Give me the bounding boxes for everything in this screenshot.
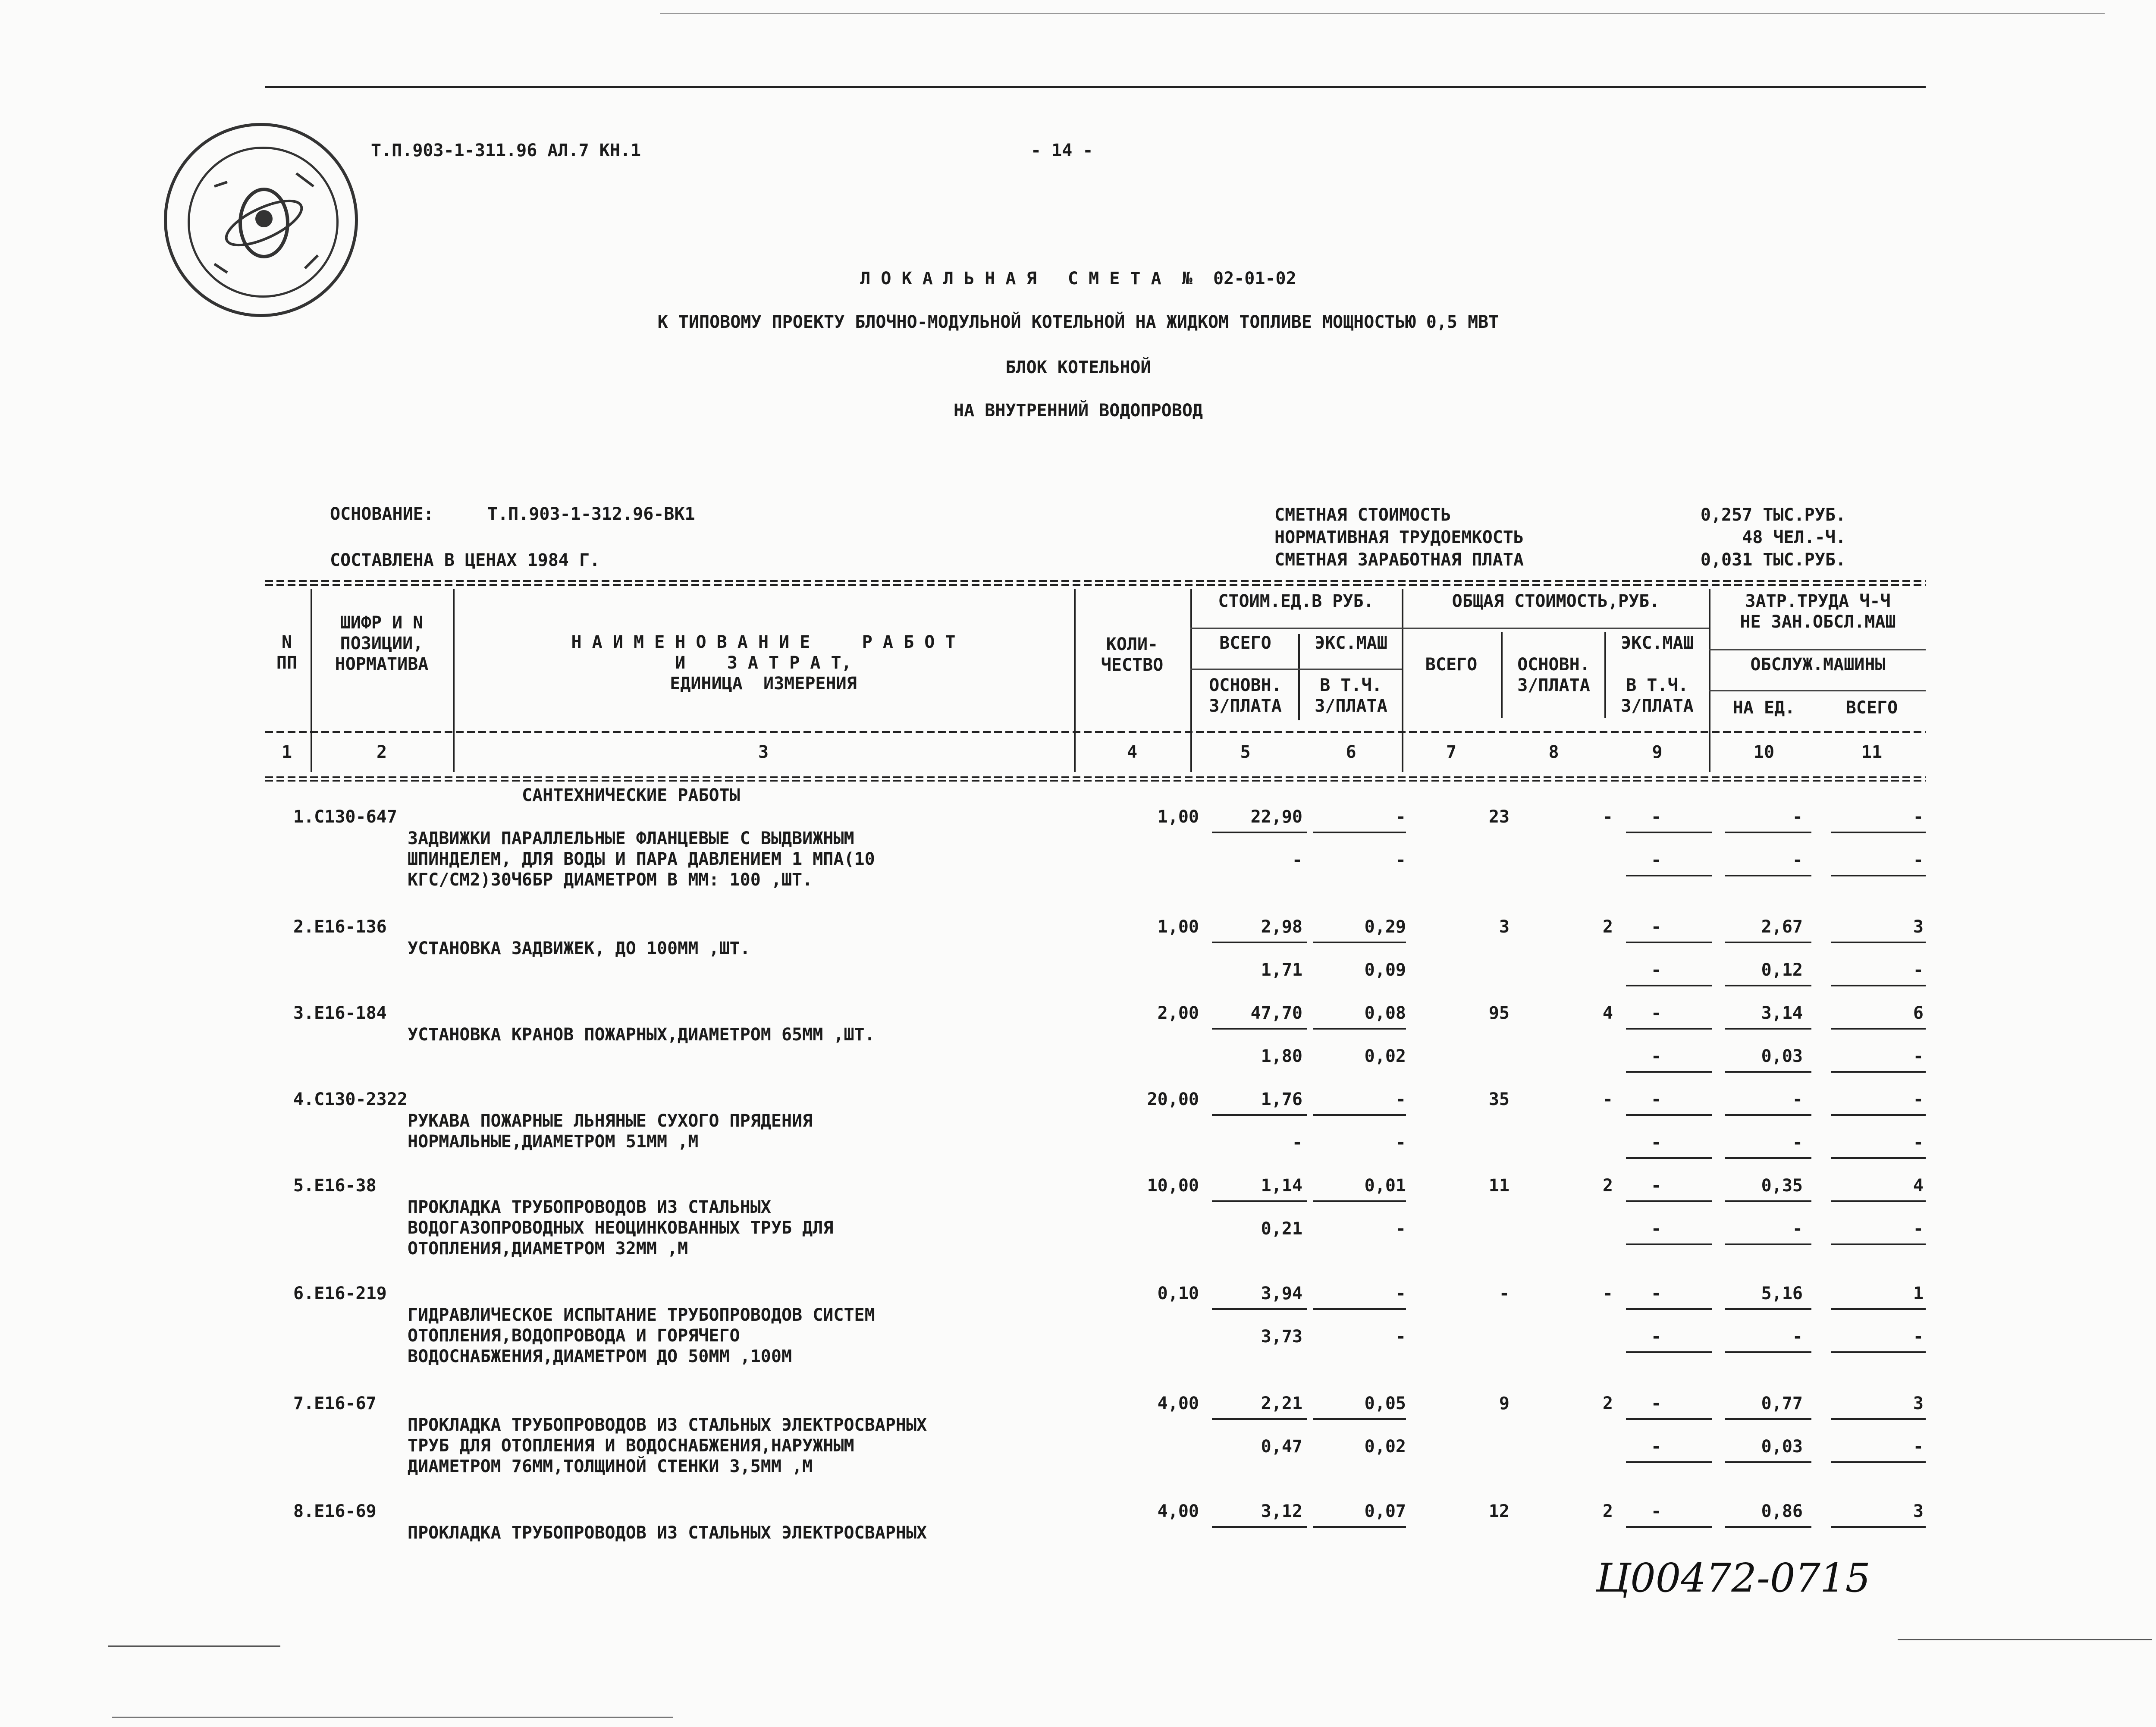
row-rule xyxy=(1212,1526,1307,1528)
numbers-bottom-rule xyxy=(265,776,1926,778)
row-rule xyxy=(1725,1028,1811,1030)
row-total-osnov: 2 xyxy=(1602,1176,1613,1196)
col-header-qty: КОЛИ- ЧЕСТВО xyxy=(1101,634,1164,675)
row-labor-total-2: - xyxy=(1913,850,1924,870)
row-rule xyxy=(1626,1308,1712,1310)
row-rule xyxy=(1313,1418,1406,1420)
row-rule xyxy=(1725,1461,1811,1463)
row-rule xyxy=(1313,1200,1406,1202)
row-rule xyxy=(1626,1526,1712,1528)
row-rule xyxy=(1212,832,1307,833)
row-labor-total: 4 xyxy=(1913,1176,1924,1196)
row-rule xyxy=(1831,1200,1926,1202)
row-unit-eks: 0,08 xyxy=(1364,1003,1406,1023)
col-header-total-vtch: В Т.Ч. З/ПЛАТА xyxy=(1621,675,1694,716)
row-unit-eks: 0,07 xyxy=(1364,1501,1406,1521)
handwritten-code: Ц00472-07 xyxy=(1596,1555,1821,1601)
vsep-9 xyxy=(1604,632,1606,718)
row-unit-osnov-zp: - xyxy=(1292,1133,1302,1152)
col-header-unit-osnov: ОСНОВН. З/ПЛАТА xyxy=(1209,675,1282,716)
header-mid-rule-4 xyxy=(1709,649,1926,650)
row-code: 7.Е16-67 xyxy=(293,1394,377,1413)
row-qty: 0,10 xyxy=(1157,1284,1199,1303)
title-line-1: Л О К А Л Ь Н А Я С М Е Т А № 02-01-02 xyxy=(860,269,1296,289)
col-num-3: 3 xyxy=(758,742,769,762)
row-labor-per-unit: 5,16 xyxy=(1761,1284,1803,1303)
row-total: 11 xyxy=(1488,1176,1510,1196)
row-code: 5.Е16-38 xyxy=(293,1176,377,1196)
numbers-bottom-rule-2 xyxy=(265,780,1926,782)
row-rule xyxy=(1212,1028,1307,1030)
col-header-unit-vtch: В Т.Ч. З/ПЛАТА xyxy=(1315,675,1387,716)
row-unit-osnov-zp: - xyxy=(1292,850,1302,870)
row-unit-vtch-zp: - xyxy=(1395,1219,1406,1239)
col-header-total-cost: ОБЩАЯ СТОИМОСТЬ,РУБ. xyxy=(1452,591,1660,611)
row-rule xyxy=(1725,1418,1811,1420)
row-rule xyxy=(1212,1114,1307,1116)
row-unit-vtch-zp: 0,02 xyxy=(1364,1437,1406,1457)
col-header-per-unit: НА ЕД. xyxy=(1732,698,1795,718)
row-total-osnov: 2 xyxy=(1602,917,1613,937)
scan-footer-line xyxy=(112,1717,673,1718)
row-rule xyxy=(1725,1157,1811,1159)
row-labor-total-2: - xyxy=(1913,960,1924,980)
row-labor-per-unit-2: 0,03 xyxy=(1761,1437,1803,1457)
row-rule xyxy=(1626,1200,1712,1202)
row-rule xyxy=(1725,1071,1811,1073)
row-labor-per-unit: 0,77 xyxy=(1761,1394,1803,1413)
col-header-npp: N ПП xyxy=(276,632,298,673)
col-header-total-eks: ЭКС.МАШ xyxy=(1621,633,1694,653)
row-rule xyxy=(1725,1351,1811,1353)
col-header-name: Н А И М Е Н О В А Н И Е Р А Б О Т И З А Т Р А Т, ЕДИНИЦА ИЗМЕРЕНИЯ xyxy=(571,632,956,694)
row-name: ГИДРАВЛИЧЕСКОЕ ИСПЫТАНИЕ ТРУБОПРОВОДОВ СИСТЕМ ОТОПЛЕНИЯ,ВОДОПРОВОДА И ГОРЯЧЕГО ВОДОСНАБЖЕНИЯ,ДИАМЕТРОМ ДО 50ММ ,100М xyxy=(408,1305,875,1366)
row-unit-vtch-zp: - xyxy=(1395,850,1406,870)
row-total-osnov: 4 xyxy=(1602,1003,1613,1023)
col-header-unit-all: ВСЕГО xyxy=(1219,633,1271,653)
row-code: 1.С130-647 xyxy=(293,807,397,827)
row-labor-per-unit: 3,14 xyxy=(1761,1003,1803,1023)
row-rule xyxy=(1626,1418,1712,1420)
row-labor-total: 3 xyxy=(1913,917,1924,937)
col-header-total-osnov: ОСНОВН. З/ПЛАТА xyxy=(1517,655,1590,695)
col-num-6: 6 xyxy=(1346,742,1356,762)
row-rule xyxy=(1725,1243,1811,1245)
row-total-eks: - xyxy=(1651,1090,1662,1109)
row-labor-total: - xyxy=(1913,807,1924,827)
row-rule xyxy=(1831,1351,1926,1353)
row-rule xyxy=(1626,1028,1712,1030)
summary-label-2: НОРМАТИВНАЯ ТРУДОЕМКОСТЬ xyxy=(1274,528,1524,547)
row-name: РУКАВА ПОЖАРНЫЕ ЛЬНЯНЫЕ СУХОГО ПРЯДЕНИЯ НОРМАЛЬНЫЕ,ДИАМЕТРОМ 51ММ ,М xyxy=(408,1111,813,1152)
row-rule xyxy=(1725,985,1811,986)
vsep-1 xyxy=(311,589,312,772)
row-labor-total: 1 xyxy=(1913,1284,1924,1303)
page-number: - 14 - xyxy=(1031,141,1093,160)
row-rule xyxy=(1725,1114,1811,1116)
row-unit-total: 1,76 xyxy=(1261,1090,1302,1109)
row-rule xyxy=(1313,832,1406,833)
row-rule xyxy=(1831,1308,1926,1310)
row-rule xyxy=(1626,1351,1712,1353)
row-total-vtch-zp: - xyxy=(1651,1327,1662,1347)
row-total-eks: - xyxy=(1651,1003,1662,1023)
vsep-5 xyxy=(1402,589,1403,772)
row-rule xyxy=(1831,1461,1926,1463)
summary-label-3: СМЕТНАЯ ЗАРАБОТНАЯ ПЛАТА xyxy=(1274,550,1524,570)
summary-label-1: СМЕТНАЯ СТОИМОСТЬ xyxy=(1274,505,1451,525)
vsep-2 xyxy=(453,589,455,772)
scan-bottom-left-line xyxy=(108,1645,280,1647)
row-labor-per-unit: 0,35 xyxy=(1761,1176,1803,1196)
row-rule xyxy=(1831,1071,1926,1073)
row-unit-eks: 0,05 xyxy=(1364,1394,1406,1413)
table-top-rule xyxy=(265,580,1926,582)
row-total-vtch-zp: - xyxy=(1651,1437,1662,1457)
row-unit-eks: - xyxy=(1395,1090,1406,1109)
archive-stamp xyxy=(164,123,358,317)
row-total-osnov: 2 xyxy=(1602,1394,1613,1413)
row-code: 6.Е16-219 xyxy=(293,1284,387,1303)
row-rule xyxy=(1626,985,1712,986)
row-labor-total-2: - xyxy=(1913,1046,1924,1066)
row-rule xyxy=(1831,1243,1926,1245)
row-rule xyxy=(1725,832,1811,833)
row-total-eks: - xyxy=(1651,1284,1662,1303)
handwritten-page: 15 xyxy=(1820,1555,1871,1601)
row-rule xyxy=(1626,1461,1712,1463)
row-unit-total: 1,14 xyxy=(1261,1176,1302,1196)
row-labor-total: 3 xyxy=(1913,1394,1924,1413)
row-qty: 10,00 xyxy=(1147,1176,1199,1196)
row-total: 3 xyxy=(1499,917,1510,937)
vsep-4 xyxy=(1190,589,1192,772)
row-unit-total: 3,12 xyxy=(1261,1501,1302,1521)
row-rule xyxy=(1831,1418,1926,1420)
row-rule xyxy=(1725,1200,1811,1202)
row-total-vtch-zp: - xyxy=(1651,1219,1662,1239)
col-num-2: 2 xyxy=(376,742,387,762)
row-qty: 1,00 xyxy=(1157,807,1199,827)
title-line-2: К ТИПОВОМУ ПРОЕКТУ БЛОЧНО-МОДУЛЬНОЙ КОТЕЛЬНОЙ НА ЖИДКОМ ТОПЛИВЕ МОЩНОСТЬЮ 0,5 МВТ xyxy=(657,312,1499,332)
row-qty: 4,00 xyxy=(1157,1394,1199,1413)
row-rule xyxy=(1831,942,1926,943)
row-total-osnov: - xyxy=(1602,1090,1613,1109)
row-rule xyxy=(1725,1308,1811,1310)
row-labor-total-2: - xyxy=(1913,1219,1924,1239)
document-code: Т.П.903-1-311.96 АЛ.7 КН.1 xyxy=(371,141,641,160)
row-labor-total-2: - xyxy=(1913,1133,1924,1152)
row-qty: 4,00 xyxy=(1157,1501,1199,1521)
row-unit-osnov-zp: 1,80 xyxy=(1261,1046,1302,1066)
row-rule xyxy=(1831,1028,1926,1030)
row-rule xyxy=(1831,1114,1926,1116)
row-unit-total: 22,90 xyxy=(1250,807,1302,827)
row-unit-eks: 0,01 xyxy=(1364,1176,1406,1196)
compiled-prices: СОСТАВЛЕНА В ЦЕНАХ 1984 Г. xyxy=(330,550,600,570)
col-num-1: 1 xyxy=(281,742,292,762)
row-total-eks: - xyxy=(1651,917,1662,937)
row-total-vtch-zp: - xyxy=(1651,1046,1662,1066)
row-unit-vtch-zp: 0,09 xyxy=(1364,960,1406,980)
row-rule xyxy=(1212,1418,1307,1420)
vsep-3 xyxy=(1074,589,1076,772)
title-line-4: НА ВНУТРЕННИЙ ВОДОПРОВОД xyxy=(954,401,1203,421)
row-total-vtch-zp: - xyxy=(1651,960,1662,980)
row-labor-per-unit-2: 0,12 xyxy=(1761,960,1803,980)
row-unit-osnov-zp: 0,21 xyxy=(1261,1219,1302,1239)
row-rule xyxy=(1626,875,1712,876)
row-rule xyxy=(1626,1114,1712,1116)
col-num-11: 11 xyxy=(1861,742,1883,762)
row-total: - xyxy=(1499,1284,1510,1303)
col-header-labor-all: ВСЕГО xyxy=(1845,698,1898,718)
row-labor-per-unit: - xyxy=(1792,807,1803,827)
row-rule xyxy=(1831,832,1926,833)
table-top-rule-2 xyxy=(265,584,1926,586)
row-unit-total: 3,94 xyxy=(1261,1284,1302,1303)
row-unit-eks: - xyxy=(1395,1284,1406,1303)
row-labor-total-2: - xyxy=(1913,1437,1924,1457)
row-labor-total: - xyxy=(1913,1090,1924,1109)
row-rule xyxy=(1313,1028,1406,1030)
col-num-8: 8 xyxy=(1548,742,1559,762)
row-total-eks: - xyxy=(1651,1394,1662,1413)
row-total: 23 xyxy=(1488,807,1510,827)
row-name: ПРОКЛАДКА ТРУБОПРОВОДОВ ИЗ СТАЛЬНЫХ ВОДОГАЗОПРОВОДНЫХ НЕОЦИНКОВАННЫХ ТРУБ ДЛЯ ОТОПЛЕНИЯ,ДИАМЕТРОМ 32ММ ,М xyxy=(408,1197,834,1259)
row-labor-per-unit-2: - xyxy=(1792,1327,1803,1347)
col-header-labor: ЗАТР.ТРУДА Ч-Ч НЕ ЗАН.ОБСЛ.МАШ xyxy=(1740,591,1896,632)
row-unit-total: 2,21 xyxy=(1261,1394,1302,1413)
row-labor-per-unit: 0,86 xyxy=(1761,1501,1803,1521)
row-rule xyxy=(1725,875,1811,876)
row-labor-per-unit-2: - xyxy=(1792,850,1803,870)
col-header-code: ШИФР И N ПОЗИЦИИ, НОРМАТИВА xyxy=(335,613,429,674)
row-unit-eks: 0,29 xyxy=(1364,917,1406,937)
row-unit-osnov-zp: 0,47 xyxy=(1261,1437,1302,1457)
row-rule xyxy=(1831,985,1926,986)
col-num-5: 5 xyxy=(1240,742,1251,762)
vsep-7 xyxy=(1298,634,1300,720)
header-mid-rule-3 xyxy=(1190,669,1402,670)
row-total-eks: - xyxy=(1651,1501,1662,1521)
row-unit-vtch-zp: - xyxy=(1395,1327,1406,1347)
row-total: 12 xyxy=(1488,1501,1510,1521)
row-unit-vtch-zp: 0,02 xyxy=(1364,1046,1406,1066)
row-code: 4.С130-2322 xyxy=(293,1090,408,1109)
row-unit-osnov-zp: 1,71 xyxy=(1261,960,1302,980)
row-name: ПРОКЛАДКА ТРУБОПРОВОДОВ ИЗ СТАЛЬНЫХ ЭЛЕКТРОСВАРНЫХ ТРУБ ДЛЯ ОТОПЛЕНИЯ И ВОДОСНАБЖЕНИЯ,НАРУЖНЫМ ДИАМЕТРОМ 76ММ,ТОЛЩИНОЙ СТЕНКИ 3,5ММ ,М xyxy=(408,1415,927,1476)
row-unit-total: 47,70 xyxy=(1250,1003,1302,1023)
row-rule xyxy=(1626,1071,1712,1073)
summary-value-3: 0,031 ТЫС.РУБ. xyxy=(1700,550,1846,570)
basis-value: Т.П.903-1-312.96-ВК1 xyxy=(487,504,695,524)
row-labor-total-2: - xyxy=(1913,1327,1924,1347)
row-total-osnov: - xyxy=(1602,807,1613,827)
row-total-vtch-zp: - xyxy=(1651,850,1662,870)
col-num-9: 9 xyxy=(1652,742,1663,762)
col-header-total-all: ВСЕГО xyxy=(1425,655,1478,675)
row-rule xyxy=(1626,942,1712,943)
row-qty: 1,00 xyxy=(1157,917,1199,937)
row-labor-total: 6 xyxy=(1913,1003,1924,1023)
col-header-service: ОБСЛУЖ.МАШИНЫ xyxy=(1750,655,1886,675)
row-labor-per-unit: - xyxy=(1792,1090,1803,1109)
col-num-7: 7 xyxy=(1446,742,1457,762)
row-rule xyxy=(1626,832,1712,833)
row-total-osnov: - xyxy=(1602,1284,1613,1303)
row-name: ЗАДВИЖКИ ПАРАЛЛЕЛЬНЫЕ ФЛАНЦЕВЫЕ С ВЫДВИЖНЫМ ШПИНДЕЛЕМ, ДЛЯ ВОДЫ И ПАРА ДАВЛЕНИЕМ 1 МПА(10 КГС/СМ2)30Ч6БР ДИАМЕТРОМ В ММ: 100 ,ШТ. xyxy=(408,829,875,890)
title-line-3: БЛОК КОТЕЛЬНОЙ xyxy=(1005,358,1151,377)
row-total: 35 xyxy=(1488,1090,1510,1109)
header-bottom-rule xyxy=(265,731,1926,733)
row-rule xyxy=(1212,1308,1307,1310)
row-total: 95 xyxy=(1488,1003,1510,1023)
row-name: УСТАНОВКА ЗАДВИЖЕК, ДО 100ММ ,ШТ. xyxy=(408,939,750,958)
col-num-4: 4 xyxy=(1127,742,1138,762)
row-total-eks: - xyxy=(1651,1176,1662,1196)
row-code: 3.Е16-184 xyxy=(293,1003,387,1023)
row-rule xyxy=(1626,1157,1712,1159)
row-unit-total: 2,98 xyxy=(1261,917,1302,937)
row-rule xyxy=(1831,1157,1926,1159)
row-rule xyxy=(1212,942,1307,943)
row-qty: 2,00 xyxy=(1157,1003,1199,1023)
summary-value-1: 0,257 ТЫС.РУБ. xyxy=(1700,505,1846,525)
row-rule xyxy=(1313,1308,1406,1310)
row-labor-per-unit-2: - xyxy=(1792,1219,1803,1239)
row-rule xyxy=(1313,1114,1406,1116)
vsep-8 xyxy=(1501,632,1503,718)
row-name: УСТАНОВКА КРАНОВ ПОЖАРНЫХ,ДИАМЕТРОМ 65ММ ,ШТ. xyxy=(408,1025,875,1045)
row-total-vtch-zp: - xyxy=(1651,1133,1662,1152)
row-labor-per-unit-2: 0,03 xyxy=(1761,1046,1803,1066)
row-rule xyxy=(1626,1243,1712,1245)
row-rule xyxy=(1725,1526,1811,1528)
col-num-10: 10 xyxy=(1753,742,1775,762)
col-header-unit-eks: ЭКС.МАШ xyxy=(1315,633,1387,653)
row-labor-total: 3 xyxy=(1913,1501,1924,1521)
scan-bottom-right-line xyxy=(1898,1639,2152,1640)
row-qty: 20,00 xyxy=(1147,1090,1199,1109)
row-unit-vtch-zp: - xyxy=(1395,1133,1406,1152)
row-unit-osnov-zp: 3,73 xyxy=(1261,1327,1302,1347)
row-labor-per-unit: 2,67 xyxy=(1761,917,1803,937)
scan-top-line xyxy=(660,13,2105,14)
row-rule xyxy=(1212,1200,1307,1202)
row-total-osnov: 2 xyxy=(1602,1501,1613,1521)
row-rule xyxy=(1831,875,1926,876)
header-mid-rule-2 xyxy=(1402,628,1709,629)
basis-label: ОСНОВАНИЕ: xyxy=(330,504,434,524)
row-name: ПРОКЛАДКА ТРУБОПРОВОДОВ ИЗ СТАЛЬНЫХ ЭЛЕКТРОСВАРНЫХ xyxy=(408,1523,927,1543)
summary-value-2: 48 ЧЕЛ.-Ч. xyxy=(1742,528,1846,547)
header-rule xyxy=(265,86,1926,88)
row-rule xyxy=(1831,1526,1926,1528)
row-code: 2.Е16-136 xyxy=(293,917,387,937)
row-labor-per-unit-2: - xyxy=(1792,1133,1803,1152)
row-code: 8.Е16-69 xyxy=(293,1501,377,1521)
header-mid-rule-1 xyxy=(1190,628,1402,629)
header-mid-rule-5 xyxy=(1709,690,1926,691)
row-rule xyxy=(1313,1526,1406,1528)
row-total-eks: - xyxy=(1651,807,1662,827)
row-rule xyxy=(1725,942,1811,943)
section-title: САНТЕХНИЧЕСКИЕ РАБОТЫ xyxy=(522,785,740,805)
row-total: 9 xyxy=(1499,1394,1510,1413)
row-rule xyxy=(1313,942,1406,943)
col-header-unit-cost: СТОИМ.ЕД.В РУБ. xyxy=(1218,591,1374,611)
row-unit-eks: - xyxy=(1395,807,1406,827)
